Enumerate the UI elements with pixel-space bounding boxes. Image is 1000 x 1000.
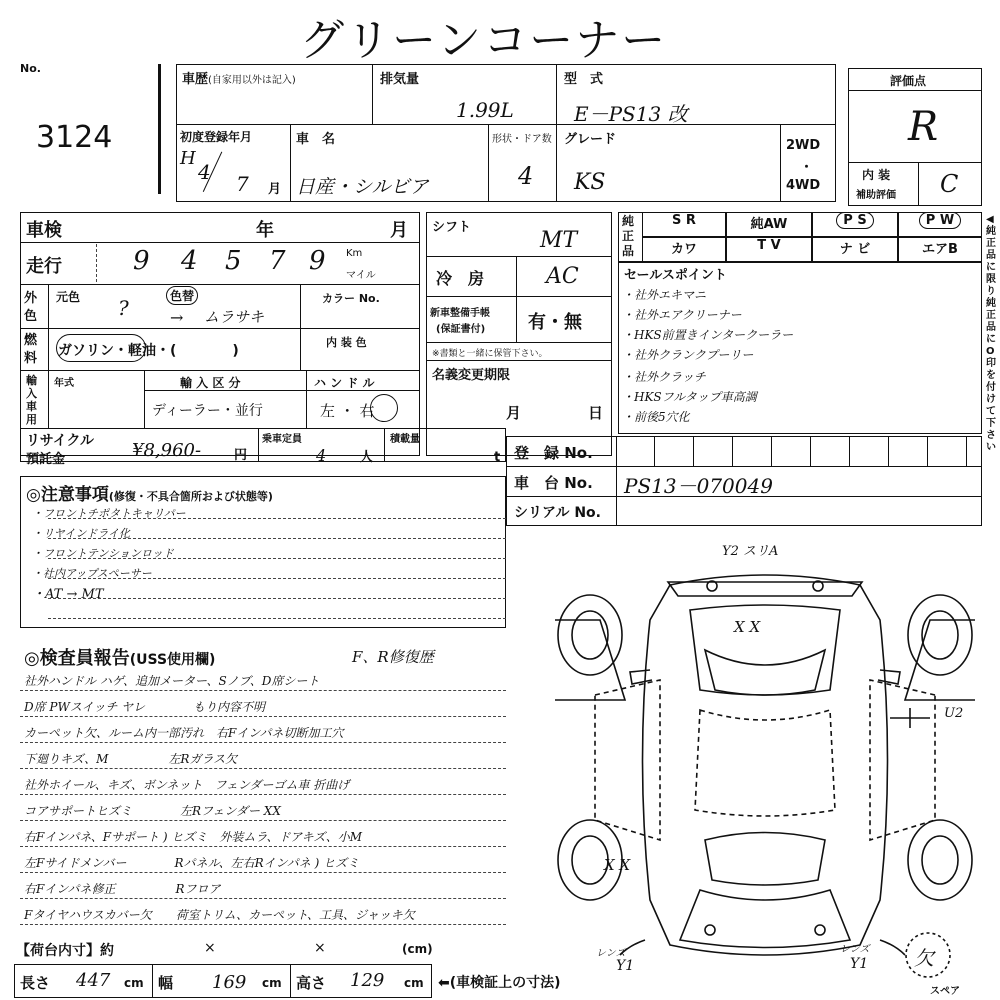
mileage-digit: 7: [269, 246, 286, 276]
equip-pw: [898, 212, 982, 237]
divider: [20, 242, 420, 243]
height-value: 129: [350, 970, 385, 991]
fuel-options: ガソリン・軽油・( ): [58, 343, 239, 359]
header-divider: [176, 124, 836, 125]
interior-value: C: [940, 170, 959, 198]
divider: [488, 124, 489, 202]
divider: [20, 370, 420, 371]
equip-tv: [726, 237, 812, 262]
handle-right-circle: [370, 394, 398, 422]
divider: [426, 360, 612, 361]
divider: [20, 328, 420, 329]
capacity-unit: 人: [360, 450, 374, 465]
recycle-label-2: 預託金: [26, 452, 66, 467]
chassis-no-value: PS13－070049: [624, 474, 773, 498]
mileage-digit: 4: [181, 246, 198, 276]
first-reg-month-unit: 月: [268, 182, 282, 197]
car-diagram: [550, 560, 980, 980]
sales-point-item: ・社外クランクプーリー: [622, 348, 754, 362]
divider: [372, 64, 373, 124]
import-year-label: 年式: [54, 378, 74, 389]
diagram-top-note: Y2 スリA: [722, 544, 779, 559]
grade-label: グレード: [564, 132, 617, 147]
recycle-label-1: リサイクル: [26, 433, 95, 449]
inspector-line: 右Fインパネ、Fサポート ) ヒズミ 外装ムラ、ドアキズ、小M: [24, 830, 363, 844]
recycle-unit: 円: [234, 448, 248, 463]
equip-airbag-label: エアB: [922, 242, 958, 257]
divider: [516, 256, 517, 342]
manual-note: ※書類と一緒に保管下さい。: [432, 349, 548, 359]
shift-value: MT: [540, 228, 578, 253]
inspector-line: 社外ホイール、キズ、ボンネット フェンダーゴム車 折曲げ: [24, 778, 350, 792]
sales-point-item: ・社外エアクリーナー: [622, 308, 742, 322]
diagram-spare-label: スペア: [930, 986, 960, 997]
inspector-line: カーペット欠、ルーム内一部汚れ 右Fインパネ切断加工穴: [24, 726, 344, 740]
diagram-u2: U2: [944, 706, 964, 721]
drive-4wd: 4WD: [786, 178, 821, 193]
name-change-label: 名義変更期限: [432, 368, 511, 383]
handle-value: 左 ・ 右: [320, 402, 375, 420]
rule: [20, 924, 506, 925]
equip-airbag: [898, 237, 982, 262]
equip-leather-label: カワ: [670, 242, 697, 257]
chassis-no-label: 車 台 No.: [514, 474, 593, 492]
model-value: E－PS13 改: [574, 102, 688, 126]
rule: [20, 898, 506, 899]
inspector-line: コアサポートヒズミ 左Rフェンダー XX: [24, 804, 281, 818]
inspector-title-text: ◎検査員報告: [24, 648, 130, 669]
equip-sr-label: S R: [672, 213, 696, 228]
cargo-x1: ×: [204, 940, 216, 956]
interior-sub: 補助評価: [856, 190, 896, 201]
width-value: 169: [212, 972, 247, 993]
inspection-year-unit: 年: [256, 220, 274, 241]
capacity-label: 乗車定員: [262, 434, 302, 445]
divider: [306, 370, 307, 428]
lot-bracket: [158, 64, 167, 194]
drive-dot: ・: [800, 160, 814, 175]
name-change-day: 日: [588, 404, 604, 422]
grade-value: KS: [574, 170, 606, 195]
caution-line: ・リヤインドライ化: [32, 527, 131, 540]
mileage-digit: 9: [309, 246, 326, 276]
diagram-tire-right-1: レンズ: [840, 944, 870, 955]
inspector-header-note: F、R修復歴: [352, 648, 434, 666]
first-reg-month: 7: [236, 172, 249, 196]
caution-line: ・フロントテンションロッド: [32, 547, 174, 560]
history-label: 車歴(自家用以外は記入): [182, 72, 296, 87]
load-label: 積載量: [390, 434, 420, 445]
car-name-label: 車 名: [296, 132, 336, 147]
rule: [20, 872, 506, 873]
car-name-value: 日産・シルビア: [296, 176, 429, 198]
divider: [300, 328, 301, 370]
serial-no-label: シリアル No.: [514, 505, 601, 521]
first-reg-era: H: [180, 148, 196, 169]
width-unit: cm: [262, 976, 282, 990]
name-change-month: 月: [506, 404, 522, 422]
inspection-month-unit: 月: [390, 220, 408, 241]
equip-ps: [812, 212, 898, 237]
shift-label: シフト: [432, 220, 472, 235]
mileage-unit-mile: マイル: [346, 270, 376, 281]
equip-ps-label: P S: [836, 212, 873, 229]
displacement-label: 排気量: [380, 72, 420, 87]
rule: [20, 742, 506, 743]
model-label: 型 式: [564, 72, 604, 87]
sales-point-item: ・前後5穴化: [622, 410, 690, 424]
divider: [290, 964, 291, 998]
exterior-arrow: →: [170, 308, 184, 327]
length-value: 447: [76, 970, 111, 991]
divider: [48, 284, 49, 428]
rule: [48, 598, 506, 599]
mileage-digit: 5: [225, 246, 242, 276]
doors-label: 形状・ドア数: [492, 134, 552, 145]
sales-point-item: ・社外エキマニ: [622, 288, 707, 302]
load-unit: t: [494, 450, 501, 465]
manual-label-1: 新車整備手帳: [430, 308, 490, 319]
height-unit: cm: [404, 976, 424, 990]
diagram-tire-right-2: Y1: [850, 956, 869, 972]
recycle-value: ¥8,960-: [132, 440, 202, 461]
caution-subtitle: (修復・不具合箇所および状態等): [108, 490, 273, 503]
length-label: 長さ: [20, 974, 51, 992]
inspector-line: 社外ハンドル ハゲ、追加メーター、Sノブ、D席シート: [24, 674, 320, 688]
reg-no-label: 登 録 No.: [514, 444, 593, 462]
caution-line: ・AT → MT: [32, 587, 104, 602]
inspector-line: Fタイヤハウスカバー欠 荷室トリム、カーペット、工具、ジャッキ欠: [24, 908, 415, 922]
mileage-unit-km: Km: [346, 248, 363, 259]
divider: [20, 284, 420, 285]
inspector-subtitle: (USS使用欄): [129, 652, 216, 668]
divider: [290, 124, 291, 202]
mileage-label: 走行: [26, 256, 62, 277]
score-value: R: [908, 104, 939, 150]
sales-point-item: ・社外クラッチ: [622, 370, 706, 384]
handle-label: ハ ン ド ル: [314, 376, 375, 390]
rule: [20, 716, 506, 717]
inspector-line: D席 PWスイッチ ヤレ もり内容不明: [24, 700, 266, 714]
color-no-label: カラー No.: [322, 292, 380, 305]
manual-label-2: (保証書付): [436, 324, 486, 335]
rule: [20, 690, 506, 691]
displacement-value: 1.99L: [456, 98, 514, 122]
equip-aw: [726, 212, 812, 237]
inspector-line: 下廻りキズ、M 左Rガラス欠: [24, 752, 238, 766]
mileage-digits: [96, 244, 337, 282]
divider: [152, 964, 153, 998]
sales-point-item: ・HKSフルタップ車高調: [622, 390, 757, 404]
capacity-value: 4: [316, 446, 327, 465]
interior-label: 内 装: [862, 168, 891, 182]
fuel-label: 燃料: [24, 333, 38, 366]
aircon-label: 冷 房: [436, 269, 485, 288]
lot-no-label: No.: [20, 62, 41, 75]
caution-title-text: ◎注意事項: [26, 485, 109, 505]
sales-points-label: セールスポイント: [624, 268, 727, 283]
inspector-line: 右Fインパネ修正 Rフロア: [24, 882, 221, 896]
divider: [426, 256, 612, 257]
import-kind-value: ディーラー・並行: [152, 403, 263, 419]
score-label: 評価点: [890, 74, 927, 88]
interior-color-label: 内 装 色: [326, 336, 367, 349]
rule: [20, 846, 506, 847]
exterior-new-value: ムラサキ: [204, 308, 265, 326]
import-kind-label: 輸 入 区 分: [180, 376, 241, 390]
inspector-title: [24, 644, 215, 670]
equip-leather: [642, 237, 726, 262]
mileage-digit: 9: [133, 246, 150, 276]
diagram-spare-mark: 欠: [914, 946, 934, 970]
rule: [20, 820, 506, 821]
caution-title: [26, 480, 273, 505]
divider: [506, 466, 982, 467]
caution-line: ・社内アップスペーサー: [32, 567, 152, 580]
divider: [426, 342, 612, 343]
aircon-value: AC: [546, 264, 579, 289]
inspector-line: 左Fサイドメンバー Rパネル、左右Rインパネ ) ヒズミ: [24, 856, 360, 870]
length-unit: cm: [124, 976, 144, 990]
dims-note: ⬅(車検証上の寸法): [438, 975, 561, 991]
cargo-x2: ×: [314, 940, 326, 956]
fuel-gasoline-circle: [56, 334, 146, 362]
manual-value: 有・無: [528, 312, 582, 333]
divider: [426, 296, 612, 297]
width-label: 幅: [158, 974, 174, 992]
first-reg-year: 4: [198, 160, 211, 184]
first-reg-label: 初度登録年月: [180, 130, 253, 144]
equip-aw-label: 純AW: [750, 217, 788, 232]
equip-tv-label: T V: [757, 238, 781, 253]
cargo-unit: (cm): [402, 942, 433, 956]
equip-navi: [812, 237, 898, 262]
inspection-label: 車検: [26, 220, 62, 241]
diagram-tire-left-2: Y1: [616, 958, 635, 974]
divider: [780, 124, 781, 202]
divider: [144, 370, 145, 428]
interior-score-divider: [848, 162, 982, 163]
equipment-side-label: 純正品: [622, 214, 635, 258]
exterior-repaint-label: 色替: [166, 286, 198, 305]
sales-point-item: ・HKS前置きインタークーラー: [622, 328, 794, 342]
diagram-xx-top: X X: [734, 618, 761, 636]
caution-line: ・フロントチポタトキャリパー: [32, 507, 186, 520]
rule: [20, 768, 506, 769]
diagram-xx-left: X X: [604, 856, 631, 874]
divider: [300, 284, 301, 328]
right-side-note: ◀純正品に限り純正品にO印を付けて下さい: [986, 214, 996, 453]
height-label: 高さ: [296, 974, 327, 992]
interior-score-divider-v: [918, 162, 919, 206]
rule: [48, 618, 506, 619]
exterior-orig-label: 元色: [56, 290, 81, 304]
exterior-orig-value: ?: [118, 296, 129, 320]
rule: [20, 794, 506, 795]
diagram-tire-left-1: レンズ: [596, 948, 626, 959]
page-title: グリーンコーナー: [300, 15, 668, 66]
divider: [556, 64, 557, 202]
equip-pw-label: P W: [919, 212, 961, 229]
import-label: 輸入車用: [26, 374, 37, 426]
lot-number: 3124: [36, 120, 113, 155]
exterior-label: 外色: [24, 291, 38, 324]
doors-value: 4: [518, 162, 534, 190]
equip-sr: [642, 212, 726, 237]
cargo-label: 【荷台内寸】約: [16, 943, 114, 959]
reg-no-cells: [616, 436, 982, 466]
equip-navi-label: ナ ビ: [839, 242, 871, 257]
drive-2wd: 2WD: [786, 138, 821, 153]
